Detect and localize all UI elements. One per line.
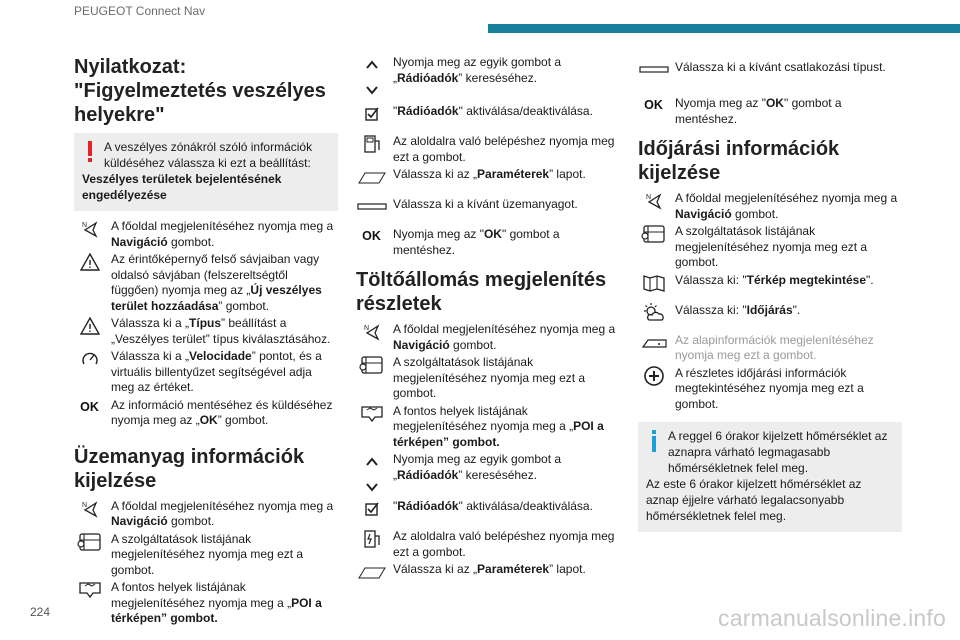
svg-text:N: N xyxy=(81,501,87,509)
ok-button-icon: OK xyxy=(80,399,99,414)
chevron-up-icon xyxy=(356,55,387,75)
step-services: A szolgáltatások listájának megjelenítéséhez nyomja meg ezt a gombot. xyxy=(638,224,902,271)
column-3 xyxy=(638,60,902,540)
step-fuel-select: Válassza ki a kívánt üzemanyagot. xyxy=(356,197,620,217)
services-icon xyxy=(356,355,387,375)
warning-triangle-icon xyxy=(74,252,105,272)
column-1 xyxy=(74,55,338,629)
slide-bar-icon xyxy=(638,333,669,353)
step-subpage: Az aloldalra való belépéshez nyomja meg ezt a gombot. xyxy=(356,529,620,560)
warning-exclamation-icon xyxy=(84,141,96,163)
fuel-pump-icon xyxy=(356,134,387,154)
checkbox-icon xyxy=(356,104,387,124)
step-ok-save: OK Az információ mentéséhez és küldéséhez nyomja meg az „OK” gombot. xyxy=(74,398,338,429)
map-poi-icon xyxy=(74,580,105,600)
navigation-icon xyxy=(638,191,669,211)
watermark: carmanualsonline.info xyxy=(718,605,946,631)
info-icon xyxy=(648,430,660,452)
step-navigation: N A főoldal megjelenítéséhez nyomja meg a Navigáció gombot. xyxy=(74,499,338,530)
selection-bar-icon xyxy=(356,197,387,217)
ok-button-icon: OK xyxy=(644,98,663,113)
step-connector-select: Válassza ki a kívánt csatlakozási típust. xyxy=(638,60,902,80)
step-view-map: Válassza ki: "Térkép megtekintése". xyxy=(638,273,902,293)
charging-plug-icon xyxy=(356,529,387,549)
step-params-tab: Válassza ki az „Paraméterek” lapot. xyxy=(356,562,620,582)
navigation-icon xyxy=(74,499,105,519)
info-note-line2: Az este 6 órakor kijelzett hőmérséklet az aznap éjjelre várható legalacsonyabb hőmérsékletnek felel meg. xyxy=(646,477,862,523)
section-title-charging: Töltőállomás megjelenítés részletek xyxy=(356,269,607,315)
speedometer-icon xyxy=(74,349,105,369)
header-accent-bar xyxy=(488,24,960,33)
weather-icon xyxy=(638,303,669,323)
step-poi: A fontos helyek listájának megjelenítéséhez nyomja meg a „POI a térképen” gombot. xyxy=(74,580,338,627)
page-number: 224 xyxy=(30,605,51,619)
warning-note-text: A veszélyes zónákról szóló információk küldéséhez válassza ki ezt a beállítást: xyxy=(104,140,313,170)
map-icon xyxy=(638,273,669,293)
ok-button-icon: OK xyxy=(362,229,381,244)
svg-text:N: N xyxy=(81,222,87,229)
step-ok-save: OK Nyomja meg az "OK" gombot a mentéshez. xyxy=(356,227,620,258)
info-note-line1: A reggel 6 órakor kijelzett hőmérséklet az aznapra várható legmagasabb hőmérsékletnek felel meg. xyxy=(668,429,888,475)
step-search-up: Nyomja meg az egyik gombot a „Rádióadók” kereséséhez. xyxy=(356,55,620,86)
tab-icon xyxy=(356,167,387,187)
step-poi: A fontos helyek listájának megjelenítéséhez nyomja meg a „POI a térképen” gombot. xyxy=(356,404,620,451)
step-ok-save: OK Nyomja meg az "OK" gombot a mentéshez. xyxy=(638,96,902,127)
chevron-up-icon xyxy=(356,452,387,472)
step-weather: Válassza ki: "Időjárás". xyxy=(638,303,902,323)
warning-note-setting: Veszélyes területek bejelentésének engedélyezése xyxy=(82,172,282,202)
warning-note xyxy=(74,133,338,211)
services-icon xyxy=(638,224,669,244)
running-header: PEUGEOT Connect Nav xyxy=(74,4,206,18)
warning-triangle-icon xyxy=(74,316,105,336)
tab-icon xyxy=(356,562,387,582)
section-title-fuel: Üzemanyag információk kijelzése xyxy=(74,445,305,492)
info-note xyxy=(638,422,902,532)
step-navigation: N A főoldal megjelenítéséhez nyomja meg a Navigáció gombot. xyxy=(638,191,902,222)
step-subpage: Az aloldalra való belépéshez nyomja meg ezt a gombot. xyxy=(356,134,620,165)
column-2 xyxy=(356,55,620,584)
step-add-hazard: Az érintőképernyő felső sávjaiban vagy oldalsó sávjában (felszereltségtől függően) nyomja meg az „Új veszélyes terület hozzáadása” gombot. xyxy=(74,252,338,314)
selection-bar-icon xyxy=(638,60,669,80)
step-params-tab: Válassza ki az „Paraméterek” lapot. xyxy=(356,167,620,187)
section-title-weather: Időjárási információk kijelzése xyxy=(638,138,840,184)
navigation-icon xyxy=(356,322,387,342)
step-search-down xyxy=(356,485,620,497)
step-services: A szolgáltatások listájának megjelenítéséhez nyomja meg ezt a gombot. xyxy=(356,355,620,402)
checkbox-icon xyxy=(356,499,387,519)
svg-text:N: N xyxy=(363,325,369,332)
step-toggle-stations: "Rádióadók" aktiválása/deaktiválása. xyxy=(356,499,620,519)
step-navigation: N A főoldal megjelenítéséhez nyomja meg a Navigáció gombot. xyxy=(356,322,620,353)
services-icon xyxy=(74,532,105,552)
plus-circle-icon xyxy=(638,366,669,386)
step-speed: Válassza ki a „Velocidade” pontot, és a virtuális billentyűzet segítségével adja meg az értéket. xyxy=(74,349,338,396)
step-toggle-stations: "Rádióadók" aktiválása/deaktiválása. xyxy=(356,104,620,124)
step-basic-info: Az alapinformációk megjelenítéséhez nyomja meg ezt a gombot. xyxy=(638,333,902,364)
navigation-icon xyxy=(74,219,105,239)
step-detailed-info: A részletes időjárási információk megtekintéséhez nyomja meg ezt a gombot. xyxy=(638,366,902,413)
section-title-hazard: Nyilatkozat: "Figyelmeztetés veszélyes helyekre" xyxy=(74,56,326,126)
chevron-down-icon xyxy=(356,80,387,100)
step-navigation: N A főoldal megjelenítéséhez nyomja meg a Navigáció gombot. xyxy=(74,219,338,250)
step-search-up: Nyomja meg az egyik gombot a „Rádióadók” kereséséhez. xyxy=(356,452,620,483)
map-poi-icon xyxy=(356,404,387,424)
step-services: A szolgáltatások listájának megjelenítéséhez nyomja meg ezt a gombot. xyxy=(74,532,338,579)
svg-text:N: N xyxy=(645,194,651,201)
step-search-down xyxy=(356,88,620,102)
step-type: Válassza ki a „Típus” beállítást a „Veszélyes terület” típus kiválasztásához. xyxy=(74,316,338,347)
chevron-down-icon xyxy=(356,477,387,497)
